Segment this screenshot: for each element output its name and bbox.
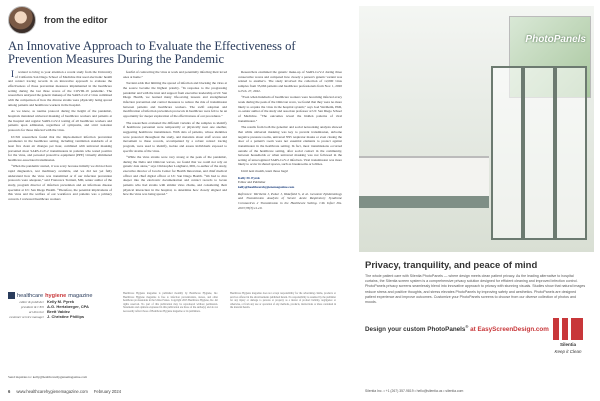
footer-issue: February 2024 xyxy=(93,389,122,394)
silentia-tagline: Keep it Clean xyxy=(554,349,582,354)
disclaimer-fine-print: Healthcare Hygiene magazine does not accept responsibility for the advertising claims, products or services offered in the advertisements published herein. No responsibility is assumed by the publisher for any injury or damage to persons or property as a matter of product liability, negligence or otherwise, or from any use or operation of any methods, products, instructions or ideas contained in the material herein. xyxy=(230,292,336,309)
paragraph: “While the virus strains were very strong at the peak of the pandemic, during the Delta and Omicron waves, we found that we could not rely on genetic data alone,” says Christopher Longhurst, MD, co-author of the study, executive director of Jacobs Center for Health Innovation, and chief medical officer and chief digital officer at UC San Diego Health. “We had to dive deeper into the electronic documentation and contact records to locate patients who had strains with similar virus chains, and considering their physical interaction in the hospital, to determine how closely aligned and how the virus was being spread.” xyxy=(123,155,227,197)
logo-icon xyxy=(8,292,15,299)
masthead xyxy=(8,292,110,319)
ad-photo xyxy=(359,6,594,252)
page-number: 6 xyxy=(8,389,11,394)
ad-call-to-action[interactable] xyxy=(365,324,549,333)
signature-block xyxy=(238,176,342,211)
privacy-panel xyxy=(491,66,523,240)
masthead-role: president & CEO xyxy=(21,305,44,310)
paragraph: Iwanted to bring to your attention a recent study from the University of California San Diego School of Medicine that used electronic health and contact tracing records in an innovative approach to evaluate the effectiveness of those prevention measures implemented in the healthcare setting during the last three waves of the COVID-19 pandemic. The researchers analyzed the genetic makeup of the SARS-CoV-2 virus combined with the comparison of how the diverse strains were physically being spread among patients and healthcare workers in the hospital. xyxy=(8,70,112,107)
masthead-person: Kelly M. Pyrek xyxy=(47,299,75,304)
section-header xyxy=(8,6,148,34)
masthead-person: Brett Valdez xyxy=(47,309,70,315)
signature-email[interactable]: kelly@healthcarehygienemagazine.com xyxy=(238,185,295,190)
paragraph: Until next month, learn those bugs! xyxy=(241,169,289,174)
logo-brand: hygiene xyxy=(45,292,67,299)
masthead-role: editor & publisher xyxy=(19,300,44,304)
paragraph: fearful of contracting the virus at work and potentially infecting their loved ones at home.” xyxy=(123,70,227,79)
paragraph: “Even when hundreds of healthcare workers were becoming infected every week during the peak of the Omicron wave, we found that they were no more likely to acquire the virus in the hospital system,” says Joel Wertheim, PhD, co-senior author of the study and associate professor at UC San Diego School of Medicine. “The outcomes reveal the hidden patterns of viral transmission.” xyxy=(238,95,342,123)
ad-body-text: The whole patient care with Silentia PhotoPanels — where design meets clean patient privacy. As the leading alternative to hospital curtains, the Silentia screen system is a comprehensive privacy solution designed for efficient cleaning and improved infection control. PhotoPanels privacy screens seamlessly blend into innovative approach to privacy with stunning visuals. Studies show that natural images reduce stress and positive thoughts, and stress elevates PhotoPanels by improving safety and aesthetics. PhotoPanels are designed patient experience and improve outcomes. Customize your PhotoPanels screens to choose from our diverse collection of photos and moods. xyxy=(365,274,586,305)
masthead-person: J. Christine Phillips xyxy=(47,314,85,320)
cta-mark: ® xyxy=(465,324,469,329)
magazine-logo xyxy=(8,292,110,299)
inquiries-line[interactable]: Send inquiries to: kelly@healthcarehygienemagazine.com xyxy=(8,375,88,379)
masthead-row xyxy=(8,315,110,319)
reference-note: Reference: Wertheim J, Pekar J, Wakefield S, et al. Genomic Epidemiology and Transmission Analysis of Severe Acute Respiratory Syndrome Coronavirus 2 Transmission in the Healthcare Setting. Clin Infect Dis. 2023;76(3):e1-e9. xyxy=(238,191,342,210)
paragraph: The results from both the genomic and social networking analysis showed that while universal masking was key to prevent transmission, airborne negative pressure rooms, universal N95 respirator masks or even closing the door of a patient's room were not essential elements to protect against transmission in the healthcare setting. In fact, most transmissions occurred outside of the healthcare setting, after social contact in the community, between households or when universal masking was not followed in the setting of unrecognized SARS-CoV-2 infection. Viral transmission was more likely to occur in shared spaces, such as breakrooms or lobbies. xyxy=(238,125,342,167)
signature-name: Kelly M. Pyrek xyxy=(238,175,260,180)
privacy-panel xyxy=(555,66,587,240)
hospital-bed xyxy=(359,156,489,198)
ad-headline: Privacy, tranquility, and peace of mind xyxy=(365,260,538,271)
paragraph: UCSD researchers found that the imple-mented infection prevention parameters in the healthcare setting, including ventilation standards of at least five clean air changes per hour, combined with universal masking prevented most SARS-CoV-2 transmissions in patients who tested positive for the virus, and personal protective equipment (PPE) virtually eliminated healthcare-associated transmission. xyxy=(8,134,112,162)
masthead-role: customer service manager xyxy=(9,315,44,320)
masthead-person: A.G. Hertzberger, CPA xyxy=(47,304,89,310)
bed-frame xyxy=(359,196,489,208)
paragraph: The researchers evaluated the different variants of the samples to identify if healthcare personnel were temporarily or physically near one another, suggesting healthcare transmission. With data of patients, whose identities were protected throughout the study, and metadata about staff access and movement to these records, accompanied by a robust contact tracing program, were used to identify, isolate and assess individuals exposed to specific strains of the virus. xyxy=(123,120,227,153)
publisher-fine-print: Healthcare Hygiene magazine is published monthly by Healthcare Hygiene, Inc. Healthcare Hygiene magazine is free to infection preventionists, nurses, and other healthcare professionals in the United States. Copyright 2023 Healthcare Hygiene, Inc. All rights reserved. No part of this publication may be reproduced without permission. Statements and opinions expressed in this publication are those of the author(s) and do not necessarily reflect those of Healthcare Hygiene magazine or its publishers. xyxy=(123,292,218,313)
footer-site[interactable]: www.healthcarehygienemagazine.com xyxy=(16,389,88,394)
ad-contact-line[interactable]: Silentia Inc. • +1 (267) 357-9819 • hello@silentia.us • silentia.com xyxy=(365,389,464,393)
advertisement[interactable] xyxy=(359,6,594,395)
silentia-logo-mark xyxy=(553,318,583,340)
article-title: An Innovative Approach to Evaluate the Effectiveness of Prevention Measures During the Pandemic xyxy=(8,39,296,66)
privacy-panel xyxy=(523,66,555,240)
page-footer xyxy=(8,389,342,394)
silentia-name: Silentia xyxy=(559,342,576,347)
editor-avatar xyxy=(8,6,36,34)
paragraph: Torriani adds that limiting the spread of infection and blocking the virus at the source became the highest priority. “In response to the progressing pandemic and with the trust and support from executive leadership at UC San Diego Health, we learned many life-saving lessons and strengthened infection prevention and control measures to reduce the risk of transmission between patients and healthcare workers. The swift adoption and modification of infection prevention protocols in healthcare were felt to be an opportunity for deeper exploration of the effectiveness of our procedures.” xyxy=(123,81,227,118)
paragraph: As we know, as routine protocol during the height of the pandemic, hospitals mandated universal masking of healthcare workers and patients at the hospital and regular SARS-CoV-2 testing of all healthcare workers and patients upon admission, regardless of symptoms, and strict isolation protocols for those infected with the virus. xyxy=(8,109,112,132)
paragraph: Researchers examined the genetic make-up of SARS-CoV-2 during three consecutive waves and compared how closely a person's genetic variant was related to another's. The study involved the collection of 12,000 virus samples from 35,666 patients and healthcare professionals from Nov. 1, 2020 to Feb. 27, 2022. xyxy=(238,70,342,93)
article-column-3 xyxy=(238,70,342,352)
logo-suffix: magazine xyxy=(68,292,93,299)
cta-link[interactable]: at EasyScreenDesign.com xyxy=(470,326,549,334)
section-label: from the editor xyxy=(44,15,108,25)
masthead-role: art director xyxy=(28,310,44,315)
silentia-logo xyxy=(548,318,588,356)
signature-title: Editor and Publisher xyxy=(238,180,266,185)
paragraph: “When the pandemic started, it was scary because initially we did not have rapid diagnostics, test machinery available, and we did not yet fully understand how the virus was transmitted or if our infection prevention protocols were adequate,” said Francesca Torriani, MD, senior author of the study, program director of infection prevention and an infectious disease specialist at UC San Diego Health. “Therefore, the potential implications of this virus and the welfare of our workforce and patients was a primary concern. I reviewed healthcare workers xyxy=(8,164,112,202)
photopanels-badge: PhotoPanels xyxy=(525,34,586,45)
cta-text: Design your custom PhotoPanels xyxy=(365,326,466,334)
logo-prefix: healthcare xyxy=(17,292,44,299)
